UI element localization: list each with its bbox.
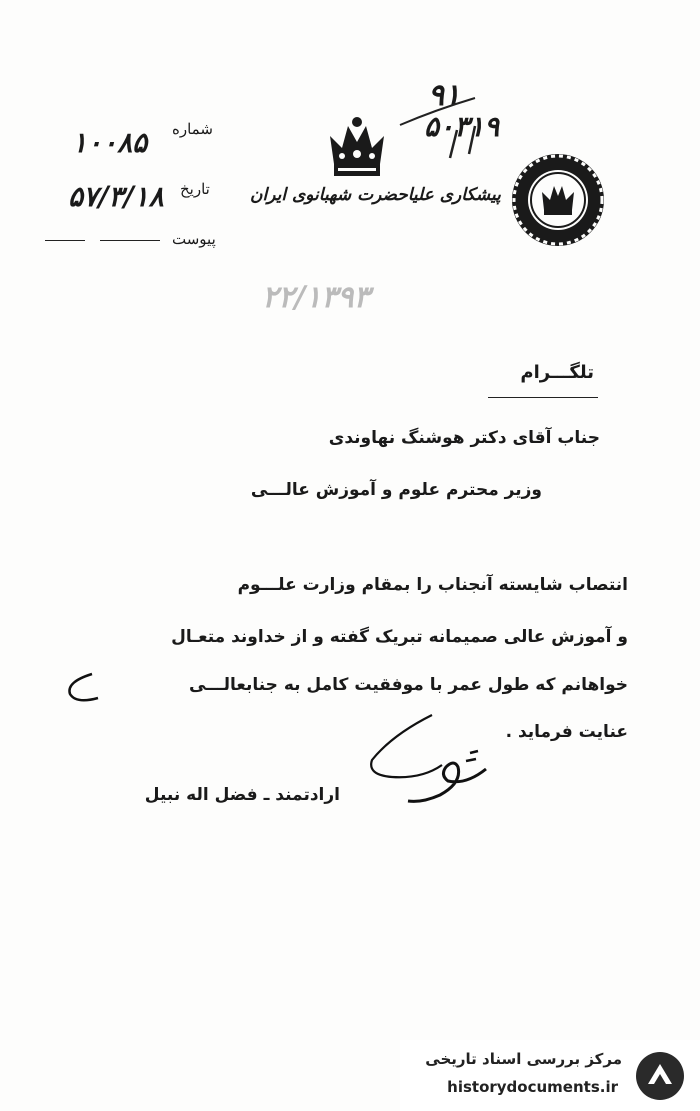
top-note-number: ۹۱ xyxy=(428,78,461,113)
signature-loop xyxy=(62,668,102,708)
archive-logo-icon xyxy=(634,1050,686,1102)
archive-watermark xyxy=(400,1040,700,1111)
addressee-title: وزیر محترم علوم و آموزش عالـــی xyxy=(250,480,542,500)
heading-underline xyxy=(488,397,598,398)
signoff: ارادتمند ـ فضل اله نبیل xyxy=(144,785,340,805)
date-value: ۵۷/۳/۱۸ xyxy=(68,180,164,213)
top-note-reference: ۵۰۳۱۹ xyxy=(424,110,500,143)
body-line-3: خواهانم که طول عمر با موفقیت کامل به جنابعالـــی xyxy=(188,675,628,695)
royal-seal-icon xyxy=(508,144,608,256)
number-value: ۱۰۰۸۵ xyxy=(72,126,148,159)
archive-url[interactable]: historydocuments.ir xyxy=(447,1078,618,1096)
handwritten-strokes xyxy=(395,80,515,170)
office-title: پیشکاری علیاحضرت شهبانوی ایران xyxy=(250,185,501,205)
archive-name: مرکز بررسی اسناد تاریخی xyxy=(425,1050,622,1068)
signature xyxy=(362,705,492,810)
addressee-name: جناب آقای دکتر هوشنگ نهاوندی xyxy=(328,428,600,448)
number-label: شماره xyxy=(172,120,213,138)
attachment-label: پیوست xyxy=(172,230,216,248)
letter-heading: تلگـــرام xyxy=(520,362,594,383)
attachment-line xyxy=(45,240,85,241)
body-line-2: و آموزش عالی صمیمانه تبریک گفته و از خداوند متعـال xyxy=(171,627,628,647)
body-line-1: انتصاب شایسته آنجناب را بمقام وزارت علـــوم xyxy=(237,575,628,595)
date-label: تاریخ xyxy=(180,180,210,198)
attachment-line xyxy=(100,240,160,241)
crown-emblem-icon xyxy=(326,112,388,180)
faint-stamp: ۲۲/۱۳۹۳ xyxy=(262,280,370,315)
body-line-4: عنایت فرماید . xyxy=(505,722,628,742)
